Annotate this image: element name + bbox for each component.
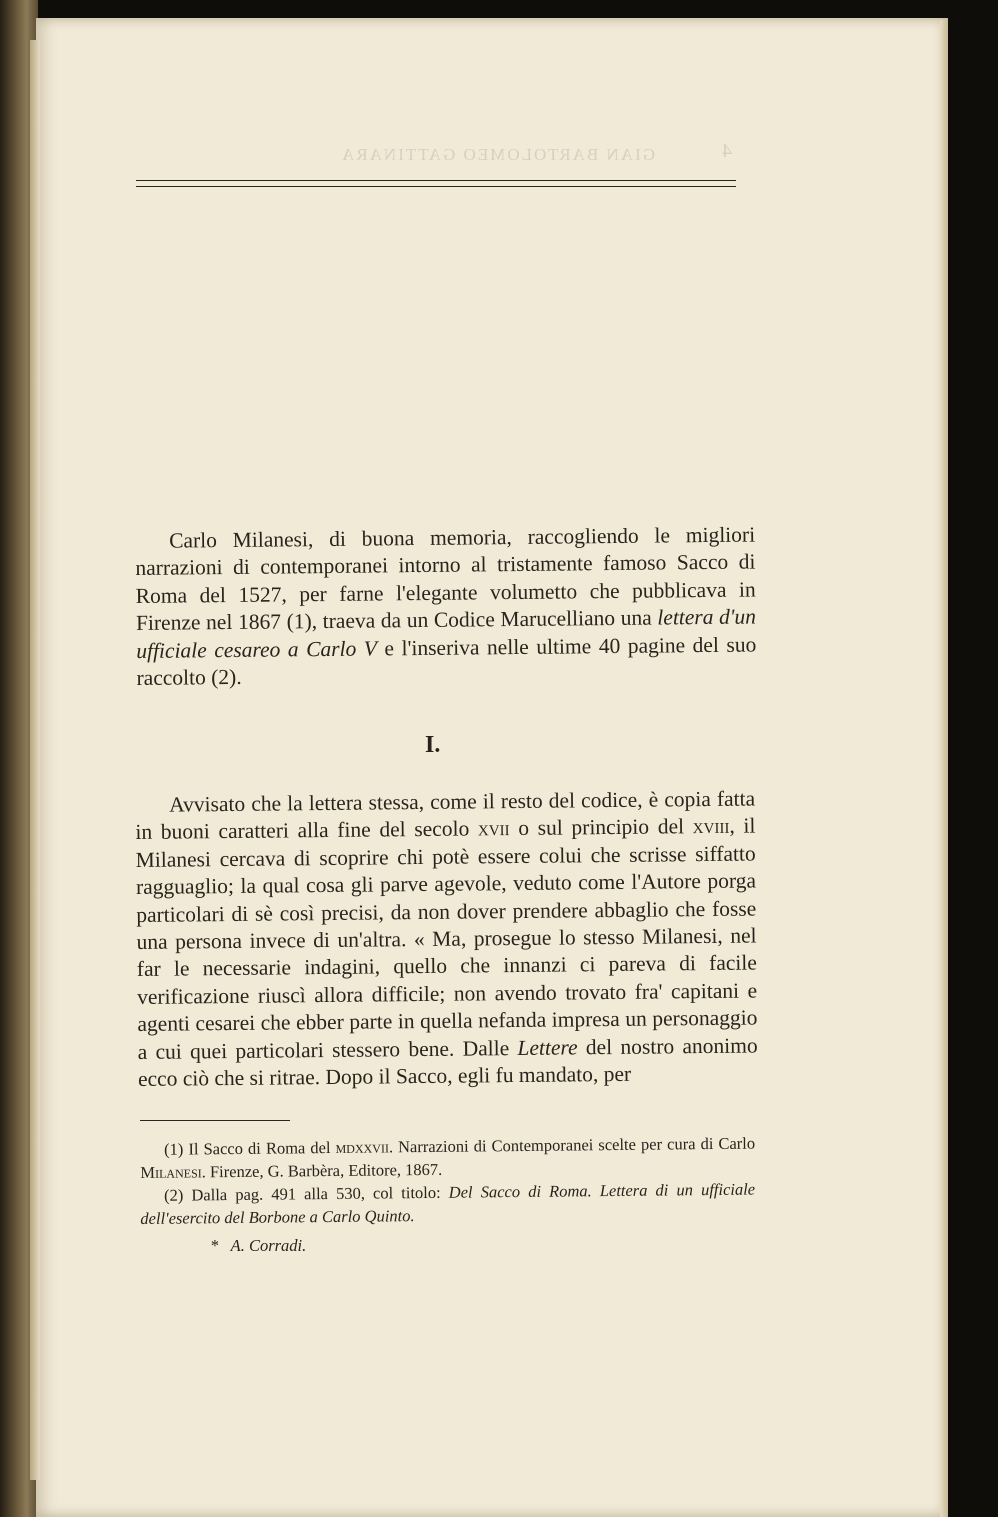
- opening-paragraph-italic: lettera d'un ufficiale cesareo a Carlo V: [136, 604, 757, 663]
- previous-page-edge: [30, 40, 40, 1480]
- footnote-2: [140, 1178, 755, 1230]
- body-paragraph-century-2: xviii: [692, 814, 730, 839]
- body-paragraph-century-1: xvii: [477, 816, 510, 841]
- footnote-rule: [140, 1120, 290, 1121]
- body-paragraph: [135, 786, 758, 1094]
- footnote-2-title: Del Sacco di Roma. Lettera di un ufficiale dell'esercito del Borbone a Carlo Quinto.: [140, 1179, 756, 1228]
- header-rule-secondary: [136, 186, 736, 187]
- opening-paragraph-text-1: Carlo Milanesi, di buona memoria, raccogliendo le migliori narrazioni di contemporanei intorno al tristamente famoso Sacco di Roma del 1527, per farne l'elegante volumetto che pubblicava in Firenze nel 1867 (1), traeva da un Codice Marucelliano una: [135, 522, 756, 636]
- bleed-through-page-number: 4: [722, 140, 732, 162]
- section-numeral: I.: [425, 732, 441, 758]
- footnote-1-year: mdxxvii: [335, 1137, 390, 1157]
- signature-author: A. Corradi.: [230, 1236, 307, 1255]
- body-paragraph-text-2: o sul principio del: [509, 814, 693, 841]
- book-page: [36, 18, 948, 1517]
- opening-paragraph-text-2: e l'inseriva nelle ultime 40 pagine del suo raccolto (2).: [136, 632, 757, 691]
- body-paragraph-italic: Lettere: [517, 1035, 578, 1060]
- body-paragraph-text-3: , il Milanesi cercava di scoprire chi potè essere colui che scrisse siffatto ragguaglio; la qual cosa gli parve agevole, veduto come l'Autore porga particolari di sè così precisi, da non dover prendere abbaglio che fosse una persona invece di un'altra. « Ma, prosegue lo stesso Milanesi, nel far le necessarie indagini, quello che innanzi ci pareva di facile verificazione riuscì allora difficile; non avendo trovato fra' capitani e agenti cesarei che ebber parte in quella nefanda impresa un personaggio a cui quei particolari stessero bene. Dalle: [135, 813, 758, 1064]
- footnote-1-author: Milanesi: [140, 1162, 202, 1182]
- footnote-1-text-2: . Narrazioni di Contemporanei scelte per cura di Carlo: [388, 1133, 756, 1157]
- body-paragraph-text-1: Avvisato che la lettera stessa, come il resto del codice, è copia fatta in buoni caratteri alla fine del secolo: [135, 786, 756, 845]
- footnote-1: [140, 1132, 755, 1184]
- footnote-1-text-3: . Firenze, G. Barbèra, Editore, 1867.: [201, 1159, 443, 1182]
- signature: [210, 1236, 306, 1256]
- bleed-through-header: GIAN BARTOLOMEO GATTINARA: [340, 145, 655, 164]
- header-rule: [136, 180, 736, 181]
- footnote-1-text-1: (1) Il Sacco di Roma del: [164, 1137, 336, 1159]
- opening-paragraph: [135, 522, 757, 693]
- footnote-2-text: (2) Dalla pag. 491 alla 530, col titolo:: [164, 1182, 449, 1205]
- page-edge: [940, 20, 948, 1517]
- signature-mark: *: [210, 1236, 219, 1255]
- body-paragraph-text-4: del nostro anonimo ecco ciò che si ritrae. Dopo il Sacco, egli fu mandato, per: [137, 1033, 758, 1092]
